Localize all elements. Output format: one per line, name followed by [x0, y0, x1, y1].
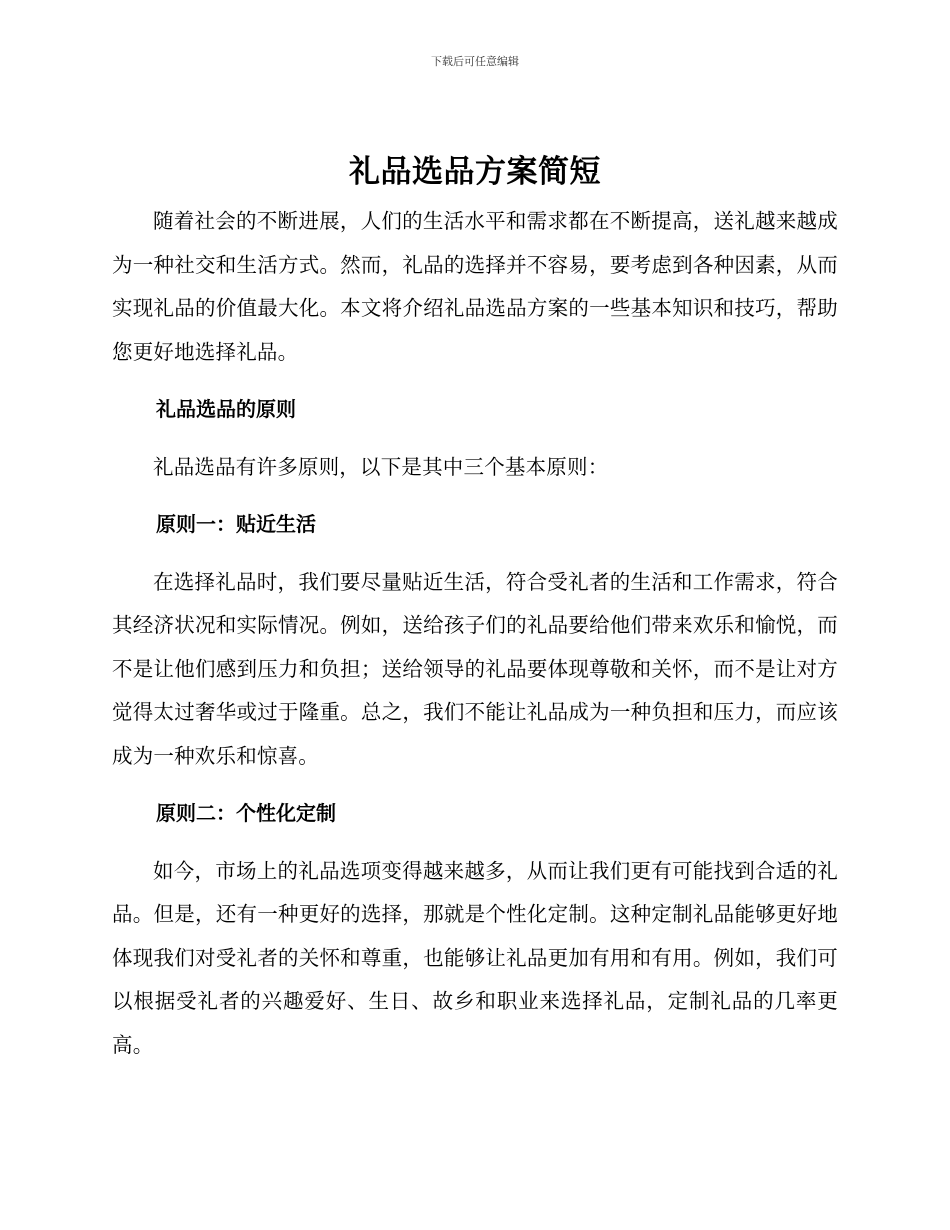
document-title: 礼品选品方案简短: [349, 154, 601, 190]
spacer: [112, 547, 838, 561]
section-heading: 礼品选品的原则: [156, 397, 296, 421]
document-body: [112, 150, 838, 1067]
spacer: [112, 836, 838, 850]
principle-2-heading: 原则二：个性化定制: [156, 801, 336, 825]
spacer: [112, 489, 838, 503]
spacer: [112, 432, 838, 446]
principle-1-paragraph: 在选择礼品时，我们要尽量贴近生活，符合受礼者的生活和工作需求，符合其经济状况和实际情况。例如，送给孩子们的礼品要给他们带来欢乐和愉悦，而不是让他们感到压力和负担；送给领导的礼品要体现尊敬和关怀，而不是让对方觉得太过奢华或过于隆重。总之，我们不能让礼品成为一种负担和压力，而应该成为一种欢乐和惊喜。: [112, 569, 838, 768]
section-lead-paragraph: 礼品选品有许多原则，以下是其中三个基本原则：: [153, 454, 609, 479]
principle-1-heading: 原则一：贴近生活: [156, 512, 316, 536]
header-note: 下载后可任意编辑: [431, 55, 519, 68]
spacer: [112, 778, 838, 792]
intro-paragraph: 随着社会的不断进展，人们的生活水平和需求都在不断提高，送礼越来越成为一种社交和生活方式。然而，礼品的选择并不容易，要考虑到各种因素，从而实现礼品的价值最大化。本文将介绍礼品选品方案的一些基本知识和技巧，帮助您更好地选择礼品。: [112, 209, 838, 364]
spacer: [112, 374, 838, 388]
principle-2-paragraph: 如今，市场上的礼品选项变得越来越多，从而让我们更有可能找到合适的礼品。但是，还有一种更好的选择，那就是个性化定制。这种定制礼品能够更好地体现我们对受礼者的关怀和尊重，也能够让礼品更加有用和有用。例如，我们可以根据受礼者的兴趣爱好、生日、故乡和职业来选择礼品，定制礼品的几率更高。: [112, 858, 838, 1057]
